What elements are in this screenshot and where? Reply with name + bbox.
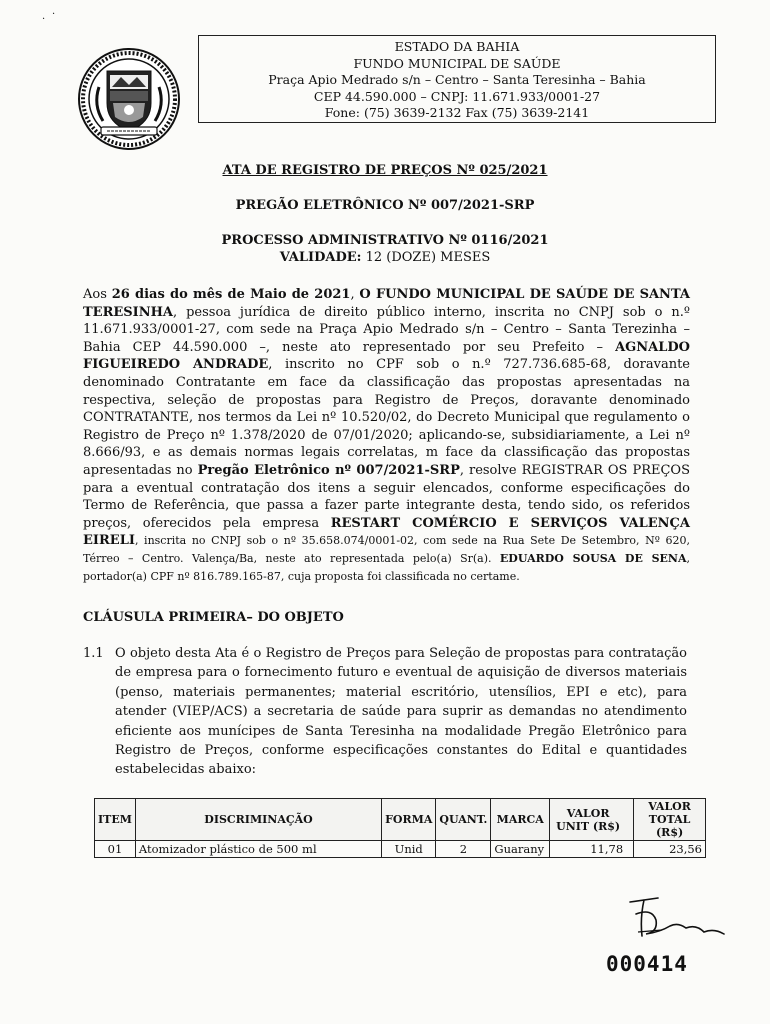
cell-forma: Unid (382, 841, 436, 858)
body-text: , inscrito no CPF sob o n.º 727.736.685-68, doravante denominado Contratante em face da classificação das propostas apresentadas na respectiva, seleção de propostas para Registro de Preços, doravante denominado CONTRATANTE, nos termos da Lei nº 10.520/02, do Decreto Municipal que regulamento o Registro de Preço nº 1.378/2020 de 07/01/2020; aplicando-se, subsidiariamente, a Lei nº 8.666/93, e as demais normas legais correlatas, m face da classificação das propostas apresentadas no (83, 357, 691, 478)
col-forma: FORMA (382, 799, 436, 841)
pregao-title: PREGÃO ELETRÔNICO Nº 007/2021-SRP (235, 198, 535, 213)
col-quantity: QUANT. (436, 799, 491, 841)
preamble-paragraph (83, 286, 690, 585)
mayor-name: AGNALDO FIGUEIREDO ANDRADE (83, 339, 690, 373)
state-name: ESTADO DA BAHIA (394, 39, 520, 54)
pregao-reference: Pregão Eletrônico nº 007/2021-SRP (197, 462, 460, 478)
col-description: DISCRIMINAÇÃO (135, 799, 381, 841)
document-title: ATA DE REGISTRO DE PREÇOS Nº 025/2021 (222, 163, 548, 178)
clause-number: 1.1 (83, 646, 104, 661)
table-header-row (95, 799, 706, 841)
phone-fax-line: Fone: (75) 3639-2132 Fax (75) 3639-2141 (324, 105, 590, 120)
representative-name: EDUARDO SOUSA DE SENA (499, 551, 687, 565)
cell-unit-price: 11,78 (550, 841, 634, 858)
col-total-price: VALOR TOTAL (R$) (634, 799, 706, 841)
address-line: Praça Apio Medrado s/n – Centro – Santa Teresinha – Bahia (268, 72, 646, 87)
date-emphasis: 26 dias do mês de Maio de 2021 (111, 287, 351, 302)
cep-cnpj-line: CEP 44.590.000 – CNPJ: 11.671.933/0001-27 (313, 88, 601, 104)
scan-speck: · (52, 9, 56, 20)
clause-paragraph (83, 644, 687, 780)
cell-total-price: 23,56 (634, 841, 706, 858)
fund-name: FUNDO MUNICIPAL DE SAÚDE (353, 55, 561, 71)
scan-speck: · (42, 14, 46, 25)
fund-emphasis: O FUNDO MUNICIPAL DE SAÚDE DE SANTA TERESINHA (83, 287, 690, 320)
clause-body: O objeto desta Ata é o Registro de Preços para Seleção de propostas para contratação de empresa para o fornecimento futuro e eventual de aquisição de diversos materiais (penso, materiais permanentes; material escritório, utensílios, EPI e etc), para atender (VIEP/ACS) a secretaria de saúde para suprir as demandas no atendimento eficiente aos munícipes de Santa Teresinha na modalidade Pregão Eletrônico para Registro de Preços, conforme especificações constantes do Edital e quantidades estabelecidas abaixo: (115, 646, 687, 778)
cell-item: 01 (95, 841, 136, 858)
body-text: , inscrita no CNPJ sob o nº 35.658.074/0001-02, com sede na Rua Sete De Setembro, Nº 620, Térreo – Centro. Valença/Ba, neste ato representada pelo(a) Sr(a). (83, 534, 690, 565)
body-text: , resolve REGISTRAR OS PREÇOS para a eventual contratação dos itens a seguir elencados, conforme especificações do Termo de Referência, que passa a fazer parte integrante desta, tendo sido, os referidos preços, oferecidos pela empresa (83, 462, 690, 531)
body-text: , (350, 287, 360, 302)
body-text: , portador(a) CPF nº 816.789.165-87, cuja proposta foi classificada no certame. (83, 551, 690, 583)
cell-brand: Guarany (491, 841, 550, 858)
col-brand: MARCA (491, 799, 550, 841)
table-row (95, 841, 706, 858)
processo-title: PROCESSO ADMINISTRATIVO Nº 0116/2021 (221, 233, 549, 248)
page-number-stamp: 000414 (606, 952, 688, 976)
cell-description: Atomizador plástico de 500 ml (135, 841, 381, 858)
validity-label: VALIDADE: (279, 250, 362, 265)
items-table (94, 798, 706, 858)
validity-line (0, 250, 770, 265)
municipal-seal-logo (77, 47, 181, 151)
col-unit-price: VALOR UNIT (R$) (550, 799, 634, 841)
body-text: Aos (83, 287, 112, 302)
clause-title: CLÁUSULA PRIMEIRA– DO OBJETO (83, 610, 344, 625)
handwritten-signature (600, 888, 740, 948)
letterhead-box (198, 35, 716, 123)
body-text: , pessoa jurídica de direito público interno, inscrita no CNPJ sob o n.º 11.671.933/0001-27, com sede na Praça Apio Medrado s/n – Centro – Santa Terezinha – Bahia CEP 44.590.000 –, neste ato representado por seu Prefeito – (83, 304, 690, 355)
cell-quantity: 2 (436, 841, 491, 858)
company-name: RESTART COMÉRCIO E SERVIÇOS VALENÇA EIRELI (83, 515, 690, 549)
validity-value: 12 (DOZE) MESES (361, 250, 491, 265)
col-item: ITEM (95, 799, 136, 841)
